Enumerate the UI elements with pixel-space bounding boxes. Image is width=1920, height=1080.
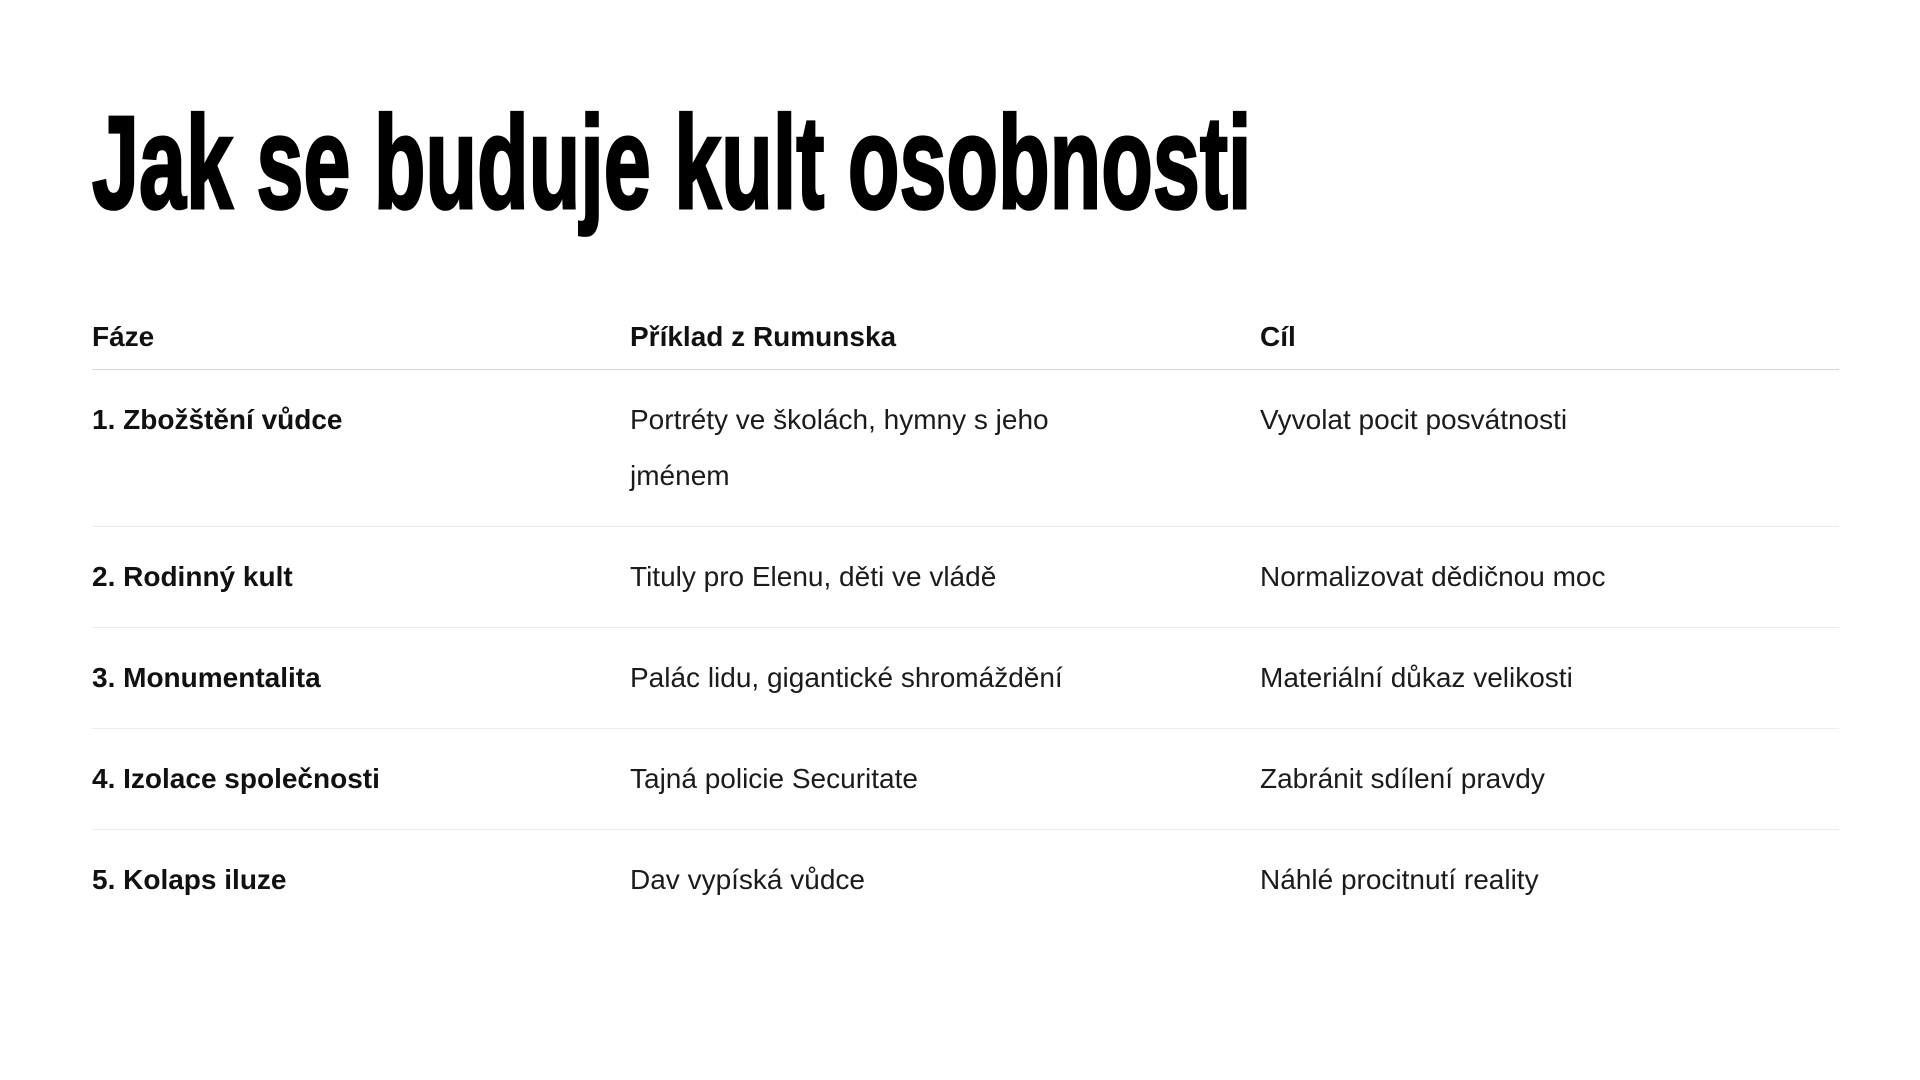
table-row <box>92 729 1839 830</box>
cell-cil: Zabránit sdílení pravdy <box>1260 763 1545 794</box>
cell-priklad: Tajná policie Securitate <box>630 763 918 794</box>
table-row <box>92 628 1839 729</box>
page-title: Jak se buduje kult osobnosti <box>92 89 1252 236</box>
cell-cil: Normalizovat dědičnou moc <box>1260 561 1606 592</box>
cell-priklad: Portréty ve školách, hymny s jeho jménem <box>630 404 1049 491</box>
cell-faze: 5. Kolaps iluze <box>92 864 287 895</box>
cell-cil: Náhlé procitnutí reality <box>1260 864 1539 895</box>
column-header-priklad: Příklad z Rumunska <box>630 321 897 352</box>
table-header-row <box>92 315 1839 370</box>
cell-priklad: Tituly pro Elenu, děti ve vládě <box>630 561 997 592</box>
cell-faze: 1. Zbožštění vůdce <box>92 404 343 435</box>
cell-cil: Vyvolat pocit posvátnosti <box>1260 404 1568 435</box>
cell-faze: 4. Izolace společnosti <box>92 763 380 794</box>
table-row <box>92 370 1839 527</box>
column-header-faze: Fáze <box>92 321 155 352</box>
table-row <box>92 527 1839 628</box>
column-header-cil: Cíl <box>1260 321 1296 352</box>
cell-faze: 3. Monumentalita <box>92 662 321 693</box>
cell-priklad: Palác lidu, gigantické shromáždění <box>630 662 1063 693</box>
cell-priklad: Dav vypíská vůdce <box>630 864 865 895</box>
table-row <box>92 830 1839 930</box>
phases-table <box>92 315 1839 930</box>
cell-faze: 2. Rodinný kult <box>92 561 293 592</box>
cell-cil: Materiální důkaz velikosti <box>1260 662 1573 693</box>
